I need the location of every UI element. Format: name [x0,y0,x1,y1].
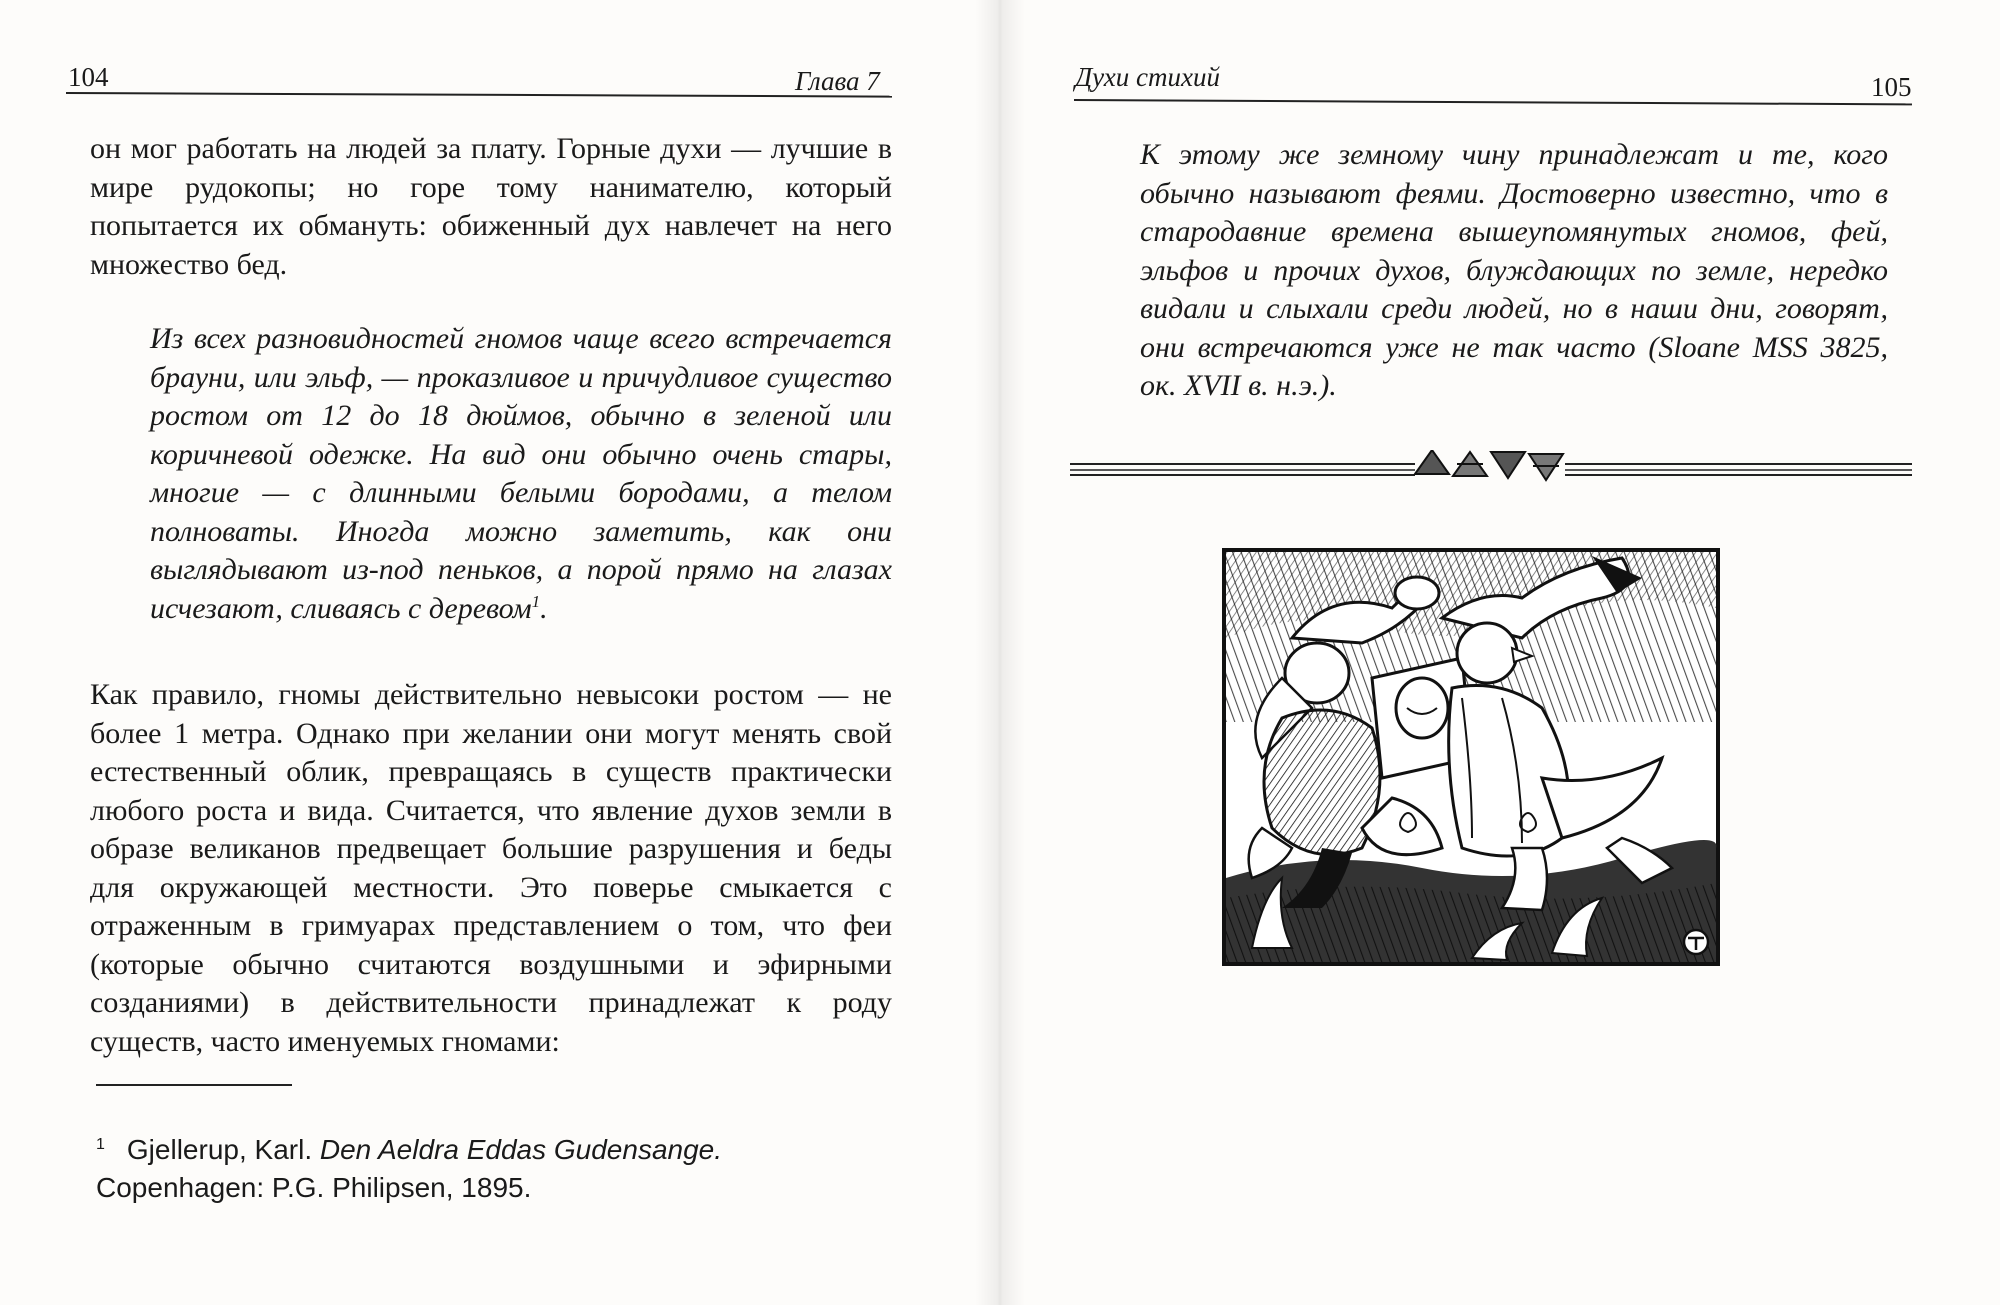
footnote [96,1131,892,1207]
left-quote-end: . [540,591,548,625]
right-quote: К этому же земному чину принадлежат и те, кого обычно называют феями. Достоверно известно, что в стародавние времена вышеупомянутых гномов, фей, эльфов и прочих духов, блуждающих по земле, нередко видали и слыхали среди людей, но в наши дни, говорят, они встречаются уже не так часто (Sloane MSS 3825, ок. XVII в. н.э.). [1140,138,1888,402]
right-page-number: 105 [1871,72,1912,102]
left-paragraph-1: он мог работать на людей за плату. Горные духи — лучшие в мире рудокопы; но горе тому нанимателю, который попытается их обмануть: обиженный дух навлечет на него множество бед. [90,132,892,281]
element-triangles-icon [1415,450,1563,480]
gnomes-woodcut-illustration [1222,548,1720,966]
footnote-publisher: Copenhagen: P.G. Philipsen, 1895. [96,1172,532,1203]
right-running-title: Духи стихий [1075,62,1221,92]
footnote-author: Gjellerup, Karl. [126,1134,313,1165]
footnote-title: Den Aeldra Eddas Gudensange. [319,1134,723,1165]
left-quote-text: Из всех разновидностей гномов чаще всего встречается брауни, или эльф, — проказливое и причудливое существо ростом от 12 до 18 дюймов, обычно в зеленой или коричневой одежке. На вид они обычно очень стары, многие — с длинными белыми бородами, а телом полноваты. Иногда можно заметить, как они выглядывают из-под пеньков, а порой прямо на глазах исчезают, сливаясь с деревом [150,322,892,625]
left-running-title: Глава 7 [795,66,880,96]
ornamental-divider [1070,450,1912,490]
footnote-reference: 1 [531,591,541,611]
left-quote [150,320,892,628]
left-header-rule [66,92,892,98]
left-page-number: 104 [68,62,109,92]
left-page [0,0,980,1305]
left-paragraph-2: Как правило, гномы действительно невысоки ростом — не более 1 метра. Однако при желании они могут менять свой естественный облик, превращаясь в существ практически любого роста и вида. Считается, что явление духов земли в образе великанов предвещает большие разрушения и беды для окружающей местности. Это поверье смыкается с отраженным в гримуарах представлением о том, что феи (которые обычно считаются воздушными и эфирными созданиями) в действительности принадлежат к роду существ, часто именуемых гномами: [90,678,892,1058]
footnote-mark: 1 [96,1135,105,1153]
footnote-rule [96,1084,292,1086]
